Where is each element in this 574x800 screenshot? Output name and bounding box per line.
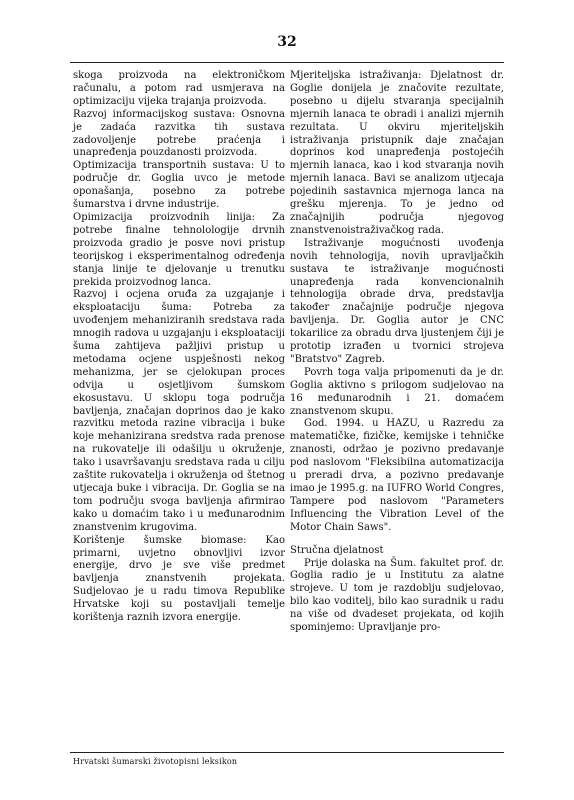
- footer-text: Hrvatski šumarski životopisni leksikon: [73, 757, 238, 766]
- paragraph: skoga proizvoda na elektroničkom računalu, a potom rad usmjerava na optimizaciju vijeka trajanja proizvoda.: [73, 70, 285, 107]
- paragraph: Optimizacija transportnih sustava: U to područje dr. Goglia uvco je metode oponašanja, posebno za potrebe šumarstva i drvne industrije.: [73, 160, 285, 211]
- header-rule: [70, 62, 504, 63]
- paragraph: Povrh toga valja pripomenuti da je dr. Goglia aktivno s prilogom sudjelovao na 16 međunarodnih i 21. domaćem znanstvenom skupu.: [290, 366, 504, 417]
- left-column: [73, 70, 285, 625]
- paragraph: Opimizacija proizvodnih linija: Za potrebe finalne tehnolologije drvnih proizvoda gradio je posve novi pristup teorijskog i eksperimentalnog određenja stanja linije te djelovanje u trenutku prekida proizvodnog lanca.: [73, 211, 285, 288]
- section-heading: Stručna djelatnost: [290, 544, 384, 556]
- spacer: [290, 535, 504, 545]
- paragraph: Korištenje šumske biomase: Kao primarni, uvjetno obnovljivi izvor energije, drvo je sve više predmet bavljenja znanstvenih projekata. Sudjelovao je u radu timova Republike Hrvatske koji su postavljali temelje korištenja raznih izvora energije.: [73, 534, 285, 624]
- paragraph: Prije dolaska na Šum. fakultet prof. dr. Goglia radio je u Institutu za alatne strojeve. U tom je razdoblju sudjelovao, bilo kao voditelj, bilo kao suradnik u radu na više od dvadeset projekata, od kojih spominjemo: Upravljanje pro-: [290, 557, 504, 634]
- page-number: 32: [277, 34, 297, 50]
- paragraph: Mjeriteljska istraživanja: Djelatnost dr. Goglie donijela je značovite rezultate, posebno u dijelu stvaranja specijalnih mjernih lanaca te obradi i analizi mjernih rezultata. U okviru mjeriteljskih istraživanja pristupnik daje značajan doprinos kod unapređenja postojećih mjernih lanaca, kao i kod stvaranja novih mjernih lanaca. Bavi se analizom utjecaja pojedinih sastavnica mjernoga lanca na grešku mjerenja. To je jedno od značajnijih područja njegovog znanstvenoistraživačkog rada.: [290, 70, 504, 236]
- paragraph: Razvoj informacijskog sustava: Osnovna je zadaća razvitka tih sustava zadovoljenje potrebe praćenja i unapređenja pouzdanosti proizvoda.: [73, 108, 285, 159]
- paragraph: Istraživanje mogućnosti uvođenja novih tehnologija, novih upravljačkih sustava te istraživanje mogućnosti unapređenja rada konvencionalnih tehnologija obrade drva, predstavlja također značajnije područje njegova bavljenja. Dr. Goglia autor je CNC tokarilice za obradu drva ljustenjem čiji je prototip izrađen u tvornici strojeva "Bratstvo" Zagreb.: [290, 237, 504, 365]
- right-column: [290, 70, 504, 635]
- paragraph: God. 1994. u HAZU, u Razredu za matematičke, fizičke, kemijske i tehničke znanosti, održao je pozivno predavanje pod naslovom "Fleksibilna automatizacija u preradi drva, a pozivno predavanje imao je 1995.g. na IUFRO World Congres, Tampere pod naslovom "Parameters Influencing the Vibration Level of the Motor Chain Saws".: [290, 418, 504, 533]
- paragraph: Razvoj i ocjena oruđa za uzgajanje i eksploataciju šuma: Potreba za uvođenjem mehaniziranih sredstava rada mnogih radova u uzgajanju i eksploataciji šuma zahtijeva pažljivi pristup u metodama ocjene uspješnosti nekog mehanizma, jer se cjelokupan proces odvija u osjetljivom šumskom ekosustavu. U sklopu toga područja bavljenja, značajan doprinos dao je kako razvitku metoda razine vibracija i buke koje mehanizirana sredstva rada prenose na rukovatelje ili odašilju u okruženje, tako i usavršavanju sredstava rada u cilju zaštite rukovatelja i okruženja od štetnog utjecaja buke i vibracija. Dr. Goglia se na tom području svoga bavljenja afirmirao kako u domaćim tako i u međunarodnim znanstvenim krugovima.: [73, 289, 285, 533]
- footer-rule: [70, 752, 504, 753]
